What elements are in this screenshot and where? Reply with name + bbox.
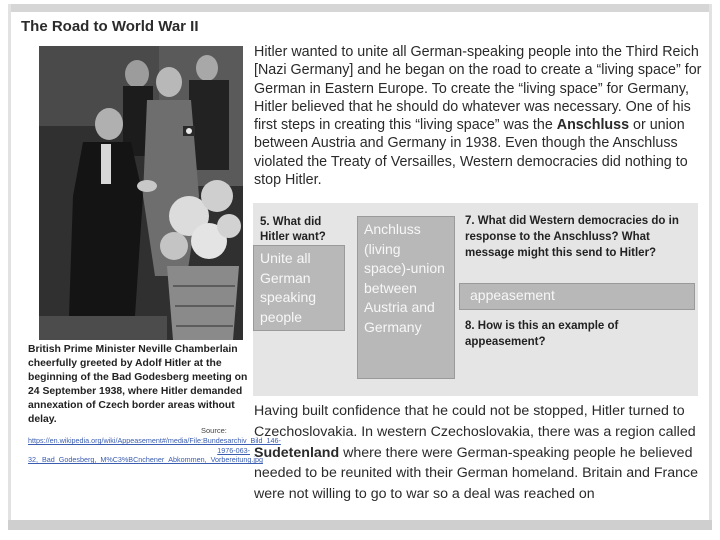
body-text-part1: Having built confidence that he could not be stopped, Hitler turned to Czechoslovakia. In western Czechoslovakia, there was a region called (254, 403, 696, 440)
body-text-part2: where there were German-speaking people he believed needed to be reunited with their German homeland. Britain and France were not willing to go to war so a deal was reached on (254, 444, 699, 503)
answer-box-q7[interactable]: appeasement (459, 283, 695, 310)
intro-text-part1: Hitler wanted to unite all German-speaking people into the Third Reich [Nazi Germany] and he began on the road to create a “living space” for German in Eastern Europe. To create the “living space” for Germany, Hitler believed that he should do whatever was necessary. One of his first steps in creating this “living space” was the (254, 44, 702, 134)
photo-illustration (39, 46, 243, 340)
intro-text-part2: or union between Austria and Germany in 1938. Even though the Anschluss violated the Treaty of Versailles, Western democracies did nothing to stop Hitler. (254, 117, 688, 189)
body-paragraph (254, 401, 704, 505)
source-link[interactable]: https://en.wikipedia.org/wiki/Appeasement#/media/File:Bundesarchiv_Bild_146-1976-063-32,_Bad_Godesberg,_M%C3%BCnchener_Abkommen,_Vorbereitung.jpg (28, 436, 281, 464)
document-page (11, 12, 709, 520)
frame-top (8, 4, 712, 12)
page-title: The Road to World War II (21, 18, 199, 35)
frame-bottom (8, 520, 712, 530)
historical-photo (39, 46, 243, 340)
question-5: 5. What did Hitler want? (260, 216, 326, 243)
question-7: 7. What did Western democracies do in response to the Anschluss? What message might this send to Hitler? (465, 215, 679, 259)
intro-keyword: Anschluss (556, 117, 630, 134)
frame-right (709, 4, 712, 530)
answer-box-q5[interactable]: Unite all German speaking people (253, 245, 345, 331)
question-8: 8. How is this an example of appeasement? (465, 320, 619, 348)
intro-paragraph (254, 43, 704, 189)
body-keyword: Sudetenland (254, 444, 340, 461)
answer-box-q6[interactable]: Anchluss (living space)-union between Austria and Germany (357, 216, 455, 379)
source-label: Source: (201, 426, 227, 435)
photo-caption: British Prime Minister Neville Chamberlain cheerfully greeted by Adolf Hitler at the beginning of the Bad Godesberg meeting on 24 September 1938, where Hitler demanded annexation of Czech border areas without delay. (28, 344, 248, 425)
